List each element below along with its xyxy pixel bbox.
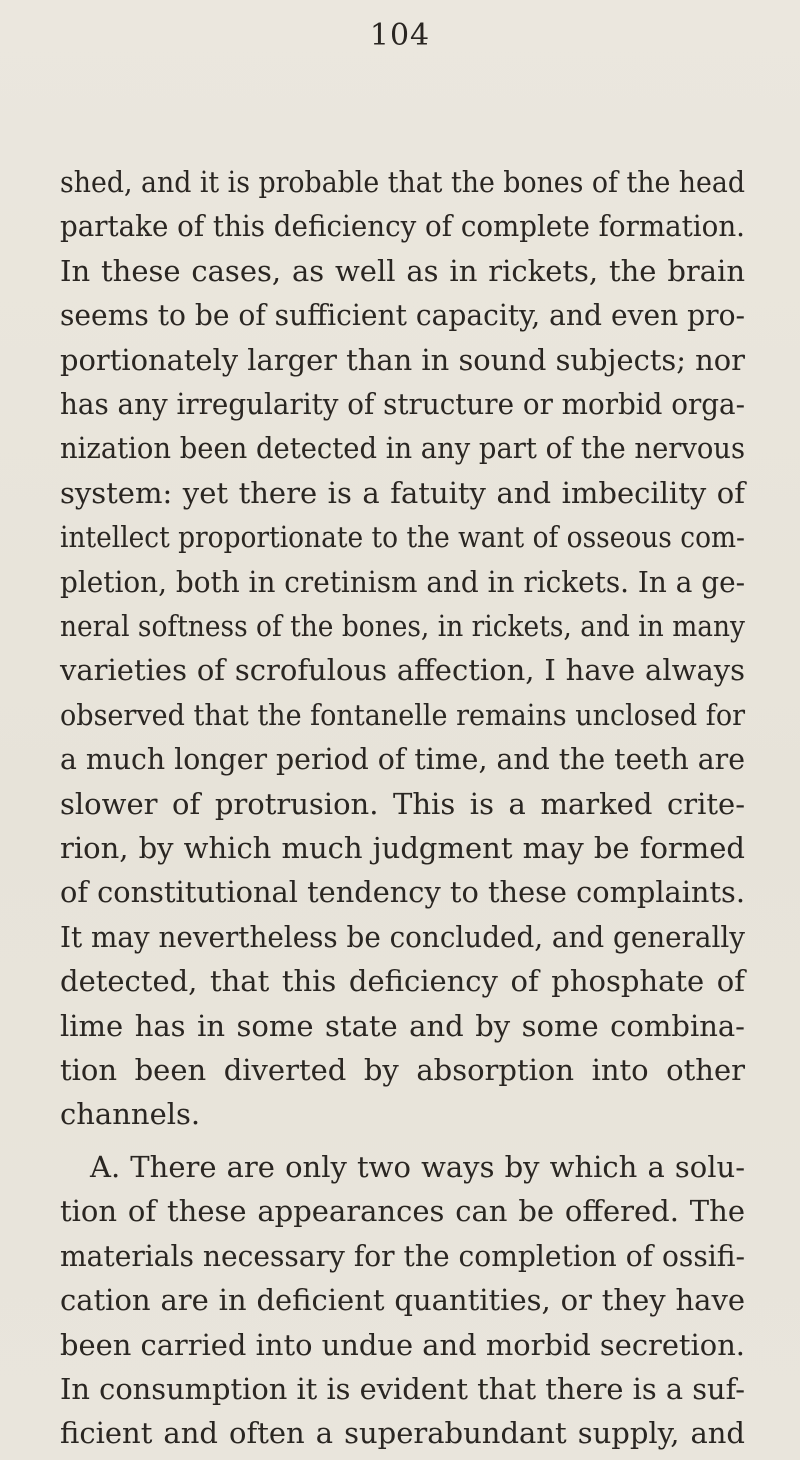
text-line xyxy=(0,782,800,826)
text-line-content: partake of this deficiency of complete formation. xyxy=(60,209,745,244)
text-line xyxy=(0,737,800,781)
text-line xyxy=(0,1234,800,1278)
text-line xyxy=(0,915,800,959)
text-line-content: channels. xyxy=(60,1097,201,1132)
text-line-content: shed, and it is probable that the bones of the head xyxy=(60,165,745,199)
text-line-content: It may nevertheless be concluded, and generally xyxy=(60,919,745,954)
text-line-content: system: yet there is a fatuity and imbecility of xyxy=(60,475,745,510)
text-line xyxy=(0,204,800,248)
text-line-content: lime has in some state and by some combina- xyxy=(60,1008,745,1043)
text-line-content: seems to be of sufficient capacity, and even pro- xyxy=(60,298,745,333)
text-line xyxy=(0,560,800,604)
text-line xyxy=(0,382,800,426)
text-line-content: portionately larger than in sound subjects; nor xyxy=(60,342,745,377)
page-number: 104 xyxy=(369,18,431,53)
text-line xyxy=(0,1145,800,1189)
text-line xyxy=(0,1048,800,1092)
text-line xyxy=(0,1092,800,1136)
text-line-content: slower of protrusion. This is a marked crite- xyxy=(60,786,745,821)
text-line-content: In consumption it is evident that there is a suf- xyxy=(60,1372,745,1406)
text-line-content: rion, by which much judgment may be formed xyxy=(60,831,745,865)
text-line xyxy=(0,1278,800,1322)
text-line-content: ficient and often a superabundant supply, and xyxy=(60,1416,745,1451)
text-line xyxy=(0,693,800,737)
text-line-content: observed that the fontanelle remains unclosed for xyxy=(60,697,745,732)
text-line xyxy=(0,1411,800,1455)
text-line-content: A. There are only two ways by which a solu- xyxy=(90,1150,745,1184)
text-line xyxy=(0,826,800,870)
text-line-content: pletion, both in cretinism and in rickets. In a ge- xyxy=(60,564,745,599)
text-line xyxy=(0,1189,800,1233)
text-line xyxy=(0,959,800,1003)
text-line-content: been carried into undue and morbid secretion. xyxy=(60,1327,745,1362)
text-line xyxy=(0,870,800,914)
text-line-content: cation are in deficient quantities, or they have xyxy=(60,1283,745,1318)
text-line-content: materials necessary for the completion of ossifi- xyxy=(60,1238,745,1273)
text-line-content: has any irregularity of structure or morbid orga- xyxy=(60,387,745,421)
text-line-content: neral softness of the bones, in rickets, and in many xyxy=(60,609,745,643)
text-line xyxy=(0,471,800,515)
text-line xyxy=(0,160,800,204)
text-line xyxy=(0,249,800,293)
text-line-content: In these cases, as well as in rickets, the brain xyxy=(60,253,745,288)
text-line-content: of constitutional tendency to these complaints. xyxy=(60,875,745,910)
text-line xyxy=(0,1367,800,1411)
text-line xyxy=(0,604,800,648)
text-line xyxy=(0,648,800,692)
text-line xyxy=(0,426,800,470)
text-line xyxy=(0,515,800,559)
text-line xyxy=(0,1004,800,1048)
text-line-content: tion been diverted by absorption into other xyxy=(60,1053,745,1087)
text-line-content: detected, that this deficiency of phosphate of xyxy=(60,964,745,999)
text-line xyxy=(0,1323,800,1367)
text-line-content: a much longer period of time, and the teeth are xyxy=(60,742,745,777)
text-line-content: tion of these appearances can be offered. The xyxy=(60,1194,745,1229)
text-line-content: nization been detected in any part of the nervous xyxy=(60,431,745,466)
text-line-content: varieties of scrofulous affection, I have always xyxy=(60,653,745,688)
text-line xyxy=(0,338,800,382)
text-line xyxy=(0,293,800,337)
text-line-content: intellect proportionate to the want of osseous com- xyxy=(60,520,745,555)
